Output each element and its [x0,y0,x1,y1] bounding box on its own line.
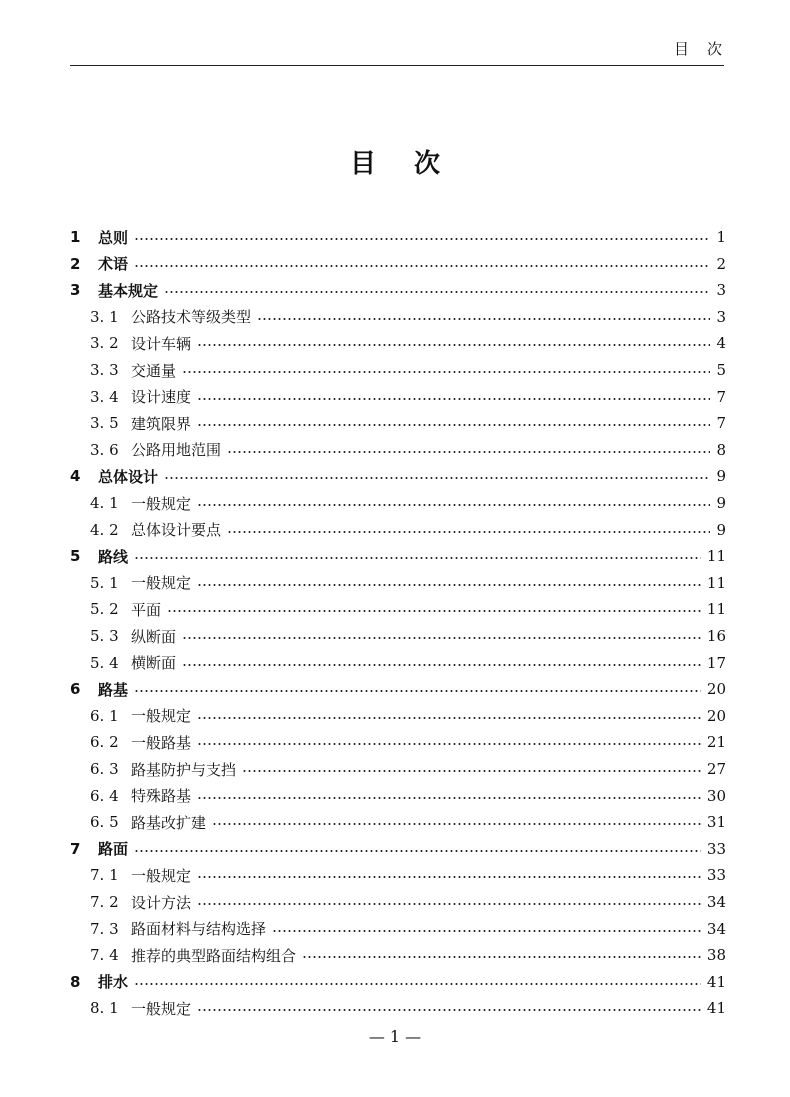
toc-entry-label: 设计速度 [131,388,192,407]
toc-entry-number: 4. 2 [90,520,119,539]
toc-entry-number: 7. 4 [90,946,119,965]
page-number: — 1 — [368,1027,422,1046]
toc-section-entry[interactable] [90,729,726,755]
dot-leader [197,398,710,400]
toc-entry-label: 设计方法 [131,893,192,912]
toc-section-entry[interactable] [90,703,726,729]
toc-entry-page: 31 [706,813,726,832]
dot-leader [272,930,701,932]
dot-leader [182,371,710,373]
toc-entry-page: 20 [706,680,726,699]
dot-leader [182,637,701,639]
toc-entry-page: 41 [706,972,726,991]
toc-entry-label: 公路技术等级类型 [131,308,252,327]
toc-entry-label: 设计车辆 [131,334,192,353]
toc-section-entry[interactable] [90,862,726,888]
toc-section-entry[interactable] [90,517,726,543]
toc-chapter-entry[interactable] [70,277,726,303]
toc-entry-number: 5. 3 [90,627,119,645]
toc-entry-label: 路基改扩建 [131,813,207,832]
toc-entry-number: 5. 2 [90,600,119,619]
toc-entry-label: 纵断面 [131,627,177,646]
toc-entry-number: 7. 2 [90,893,119,911]
toc-entry-number: 5. 1 [90,573,119,592]
toc-entry-label: 一般规定 [131,574,192,593]
toc-entry-page: 5 [716,361,726,379]
toc-entry-label: 一般规定 [131,999,192,1018]
toc-entry-label: 总则 [98,228,129,247]
toc-entry-number: 3. 3 [90,361,119,379]
dot-leader [227,451,710,453]
toc-entry-page: 9 [716,494,726,512]
toc-section-entry[interactable] [90,304,726,330]
toc-entry-page: 17 [706,653,726,672]
toc-section-entry[interactable] [90,783,726,809]
dot-leader [197,876,701,878]
toc-entry-page: 8 [716,440,726,459]
toc-entry-page: 33 [706,839,726,858]
toc-entry-label: 推荐的典型路面结构组合 [131,946,297,965]
running-header-title: 目次 [673,40,740,58]
toc-chapter-entry[interactable] [70,836,726,862]
toc-entry-label: 特殊路基 [131,787,192,806]
dot-leader [164,291,710,293]
toc-section-entry[interactable] [90,916,726,942]
toc-chapter-entry[interactable] [70,543,726,569]
toc-entry-number: 1 [70,228,81,246]
toc-entry-number: 3. 4 [90,387,119,406]
toc-entry-number: 7. 1 [90,866,119,885]
dot-leader [257,318,710,320]
dot-leader [197,743,701,745]
toc-entry-number: 7 [70,839,81,858]
running-header [70,36,740,66]
toc-entry-label: 路面材料与结构选择 [131,920,267,939]
toc-entry-number: 3. 2 [90,334,119,353]
page-title: 目次 [349,149,478,179]
toc-entry-label: 路基 [98,680,129,699]
dot-leader [164,477,710,479]
toc-entry-page: 2 [716,254,726,273]
dot-leader [197,344,710,346]
toc-entry-page: 9 [716,520,726,539]
toc-section-entry[interactable] [90,756,726,782]
toc-entry-page: 9 [716,467,726,486]
toc-section-entry[interactable] [90,889,726,915]
toc-entry-number: 6 [70,680,81,699]
dot-leader [197,1009,701,1011]
toc-entry-label: 一般规定 [131,707,192,726]
toc-entry-page: 27 [706,760,726,778]
toc-entry-page: 4 [716,334,726,353]
toc-entry-number: 6. 3 [90,760,119,778]
toc-chapter-entry[interactable] [70,251,726,277]
toc-entry-page: 38 [706,946,726,965]
toc-section-entry[interactable] [90,995,726,1021]
toc-entry-page: 11 [706,600,726,619]
toc-entry-page: 34 [706,893,726,911]
toc-section-entry[interactable] [90,357,726,383]
toc-entry-label: 总体设计 [98,467,159,486]
dot-leader [197,903,701,905]
toc-entry-page: 34 [706,919,726,938]
toc-entry-page: 30 [706,786,726,805]
dot-leader [134,983,701,985]
toc-entry-number: 3. 5 [90,414,119,433]
toc-entry-page: 3 [716,307,726,326]
toc-section-entry[interactable] [90,437,726,463]
dot-leader [197,584,701,586]
toc-entry-label: 横断面 [131,654,177,673]
toc-entry-page: 16 [706,627,726,645]
toc-section-entry[interactable] [90,809,726,835]
toc-entry-page: 7 [716,387,726,406]
toc-entry-number: 3. 1 [90,307,119,326]
toc-section-entry[interactable] [90,384,726,410]
toc-chapter-entry[interactable] [70,224,726,250]
dot-leader [134,238,710,240]
dot-leader [197,504,710,506]
dot-leader [227,531,710,533]
dot-leader [182,664,701,666]
toc-entry-number: 4 [70,467,81,486]
toc-entry-label: 交通量 [131,361,177,380]
dot-leader [167,610,701,612]
toc-entry-number: 5 [70,547,81,566]
toc-section-entry[interactable] [90,330,726,356]
toc-entry-page: 21 [706,733,726,752]
toc-entry-label: 一般路基 [131,733,192,752]
toc-entry-label: 建筑限界 [131,414,192,433]
toc-chapter-entry[interactable] [70,463,726,489]
toc-section-entry[interactable] [90,596,726,622]
toc-entry-page: 11 [706,547,726,566]
toc-section-entry[interactable] [90,490,726,516]
toc-entry-label: 一般规定 [131,866,192,885]
toc-entry-page: 11 [706,573,726,592]
dot-leader [134,557,701,559]
dot-leader [197,717,701,719]
dot-leader [134,265,710,267]
toc-entry-label: 总体设计要点 [131,521,222,540]
toc-entry-page: 3 [716,281,726,300]
toc-entry-number: 8. 1 [90,999,119,1018]
toc-entry-label: 平面 [131,600,162,619]
toc-entry-page: 33 [706,866,726,885]
dot-leader [134,850,701,852]
dot-leader [242,770,701,772]
toc-entry-number: 7. 3 [90,919,119,938]
toc-entry-number: 6. 1 [90,706,119,725]
toc-entry-label: 公路用地范围 [131,441,222,460]
toc-entry-number: 5. 4 [90,653,119,672]
toc-entry-label: 术语 [98,255,129,274]
toc-chapter-entry[interactable] [70,969,726,995]
toc-entry-label: 路面 [98,840,129,859]
dot-leader [197,424,710,426]
toc-entry-number: 4. 1 [90,494,119,512]
toc-entry-label: 基本规定 [98,281,159,300]
toc-entry-page: 1 [716,228,726,246]
toc-entry-label: 一般规定 [131,494,192,513]
toc-section-entry[interactable] [90,623,726,649]
dot-leader [302,956,701,958]
toc-section-entry[interactable] [90,942,726,968]
toc-section-entry[interactable] [90,410,726,436]
toc-entry-label: 路线 [98,547,129,566]
toc-entry-number: 6. 2 [90,733,119,752]
toc-entry-label: 路基防护与支挡 [131,760,237,779]
toc-entry-number: 3 [70,281,81,300]
toc-entry-label: 排水 [98,973,129,992]
toc-entry-number: 8 [70,972,81,991]
toc-entry-number: 3. 6 [90,440,119,459]
toc-entry-page: 41 [706,999,726,1018]
toc-section-entry[interactable] [90,570,726,596]
toc-chapter-entry[interactable] [70,676,726,702]
dot-leader [212,823,701,825]
toc-entry-number: 2 [70,254,81,273]
toc-entry-number: 6. 5 [90,813,119,832]
dot-leader [197,797,701,799]
toc-entry-page: 20 [706,706,726,725]
dot-leader [134,690,701,692]
toc-entry-number: 6. 4 [90,786,119,805]
toc-section-entry[interactable] [90,650,726,676]
toc-entry-page: 7 [716,414,726,433]
